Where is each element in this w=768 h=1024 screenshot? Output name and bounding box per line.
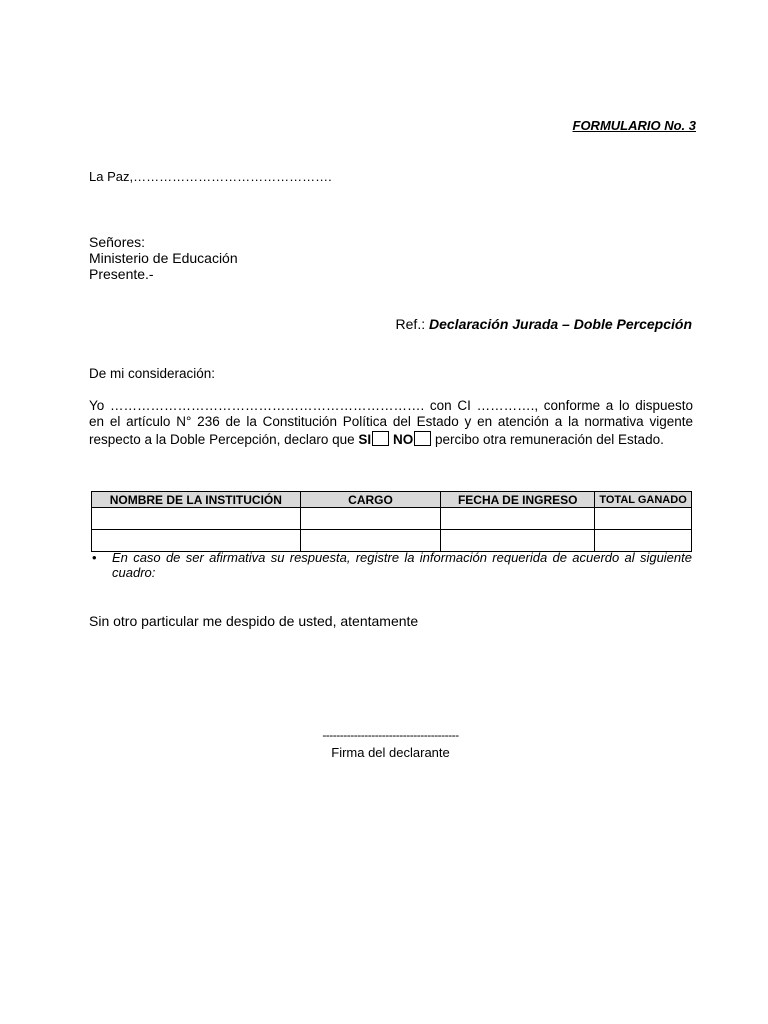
greeting: De mi consideración:: [89, 366, 216, 381]
si-checkbox[interactable]: [372, 431, 389, 446]
declaration-paragraph: [89, 398, 693, 448]
header-institution: NOMBRE DE LA INSTITUCIÓN: [92, 492, 301, 508]
reference-line: [396, 316, 692, 332]
recipient-block: [89, 234, 238, 282]
si-label: SI: [358, 431, 372, 447]
bullet-icon: •: [92, 550, 97, 565]
signature-label: Firma del declarante: [331, 745, 450, 760]
table-cell[interactable]: [300, 508, 441, 530]
form-title: FORMULARIO No. 3: [572, 118, 696, 133]
institution-table: [91, 491, 692, 552]
no-label: NO: [392, 431, 414, 447]
header-position: CARGO: [300, 492, 441, 508]
recipient-salutation: Señores:: [89, 234, 146, 250]
header-start-date: FECHA DE INGRESO: [441, 492, 595, 508]
table-cell[interactable]: [595, 508, 692, 530]
reference-subject: Declaración Jurada – Doble Percepción: [429, 316, 692, 332]
place-date-line: La Paz,……………………………………….: [89, 169, 332, 184]
table-cell[interactable]: [92, 530, 301, 552]
header-total-earned: TOTAL GANADO: [595, 492, 692, 508]
note-text: En caso de ser afirmativa su respuesta, registre la información requerida de acuerdo al siguiente cuadro:: [112, 550, 692, 580]
table-cell[interactable]: [441, 530, 595, 552]
table-cell[interactable]: [300, 530, 441, 552]
note: [92, 550, 692, 580]
closing-line: Sin otro particular me despido de usted, atentamente: [89, 613, 419, 629]
declaration-text-part1: Yo ……………………………………………………………. con CI …………., conforme a lo dispuesto en el artículo N° 236 de la Constitución Política del Estado y en atención a la normativa vigente respecto a la Doble Percepción, declaro que: [89, 398, 693, 447]
declaration-text-part2: percibo otra remuneración del Estado.: [431, 431, 664, 447]
recipient-organization: Ministerio de Educación: [89, 250, 238, 266]
table-cell[interactable]: [595, 530, 692, 552]
table-row: [92, 530, 692, 552]
table-cell[interactable]: [92, 508, 301, 530]
table-cell[interactable]: [441, 508, 595, 530]
signature-line: ---------------------------------------: [322, 728, 459, 742]
table-row: [92, 508, 692, 530]
no-checkbox[interactable]: [414, 431, 431, 446]
reference-label: Ref.:: [395, 316, 426, 332]
table-header-row: [92, 492, 692, 508]
recipient-presente: Presente.-: [89, 266, 154, 282]
